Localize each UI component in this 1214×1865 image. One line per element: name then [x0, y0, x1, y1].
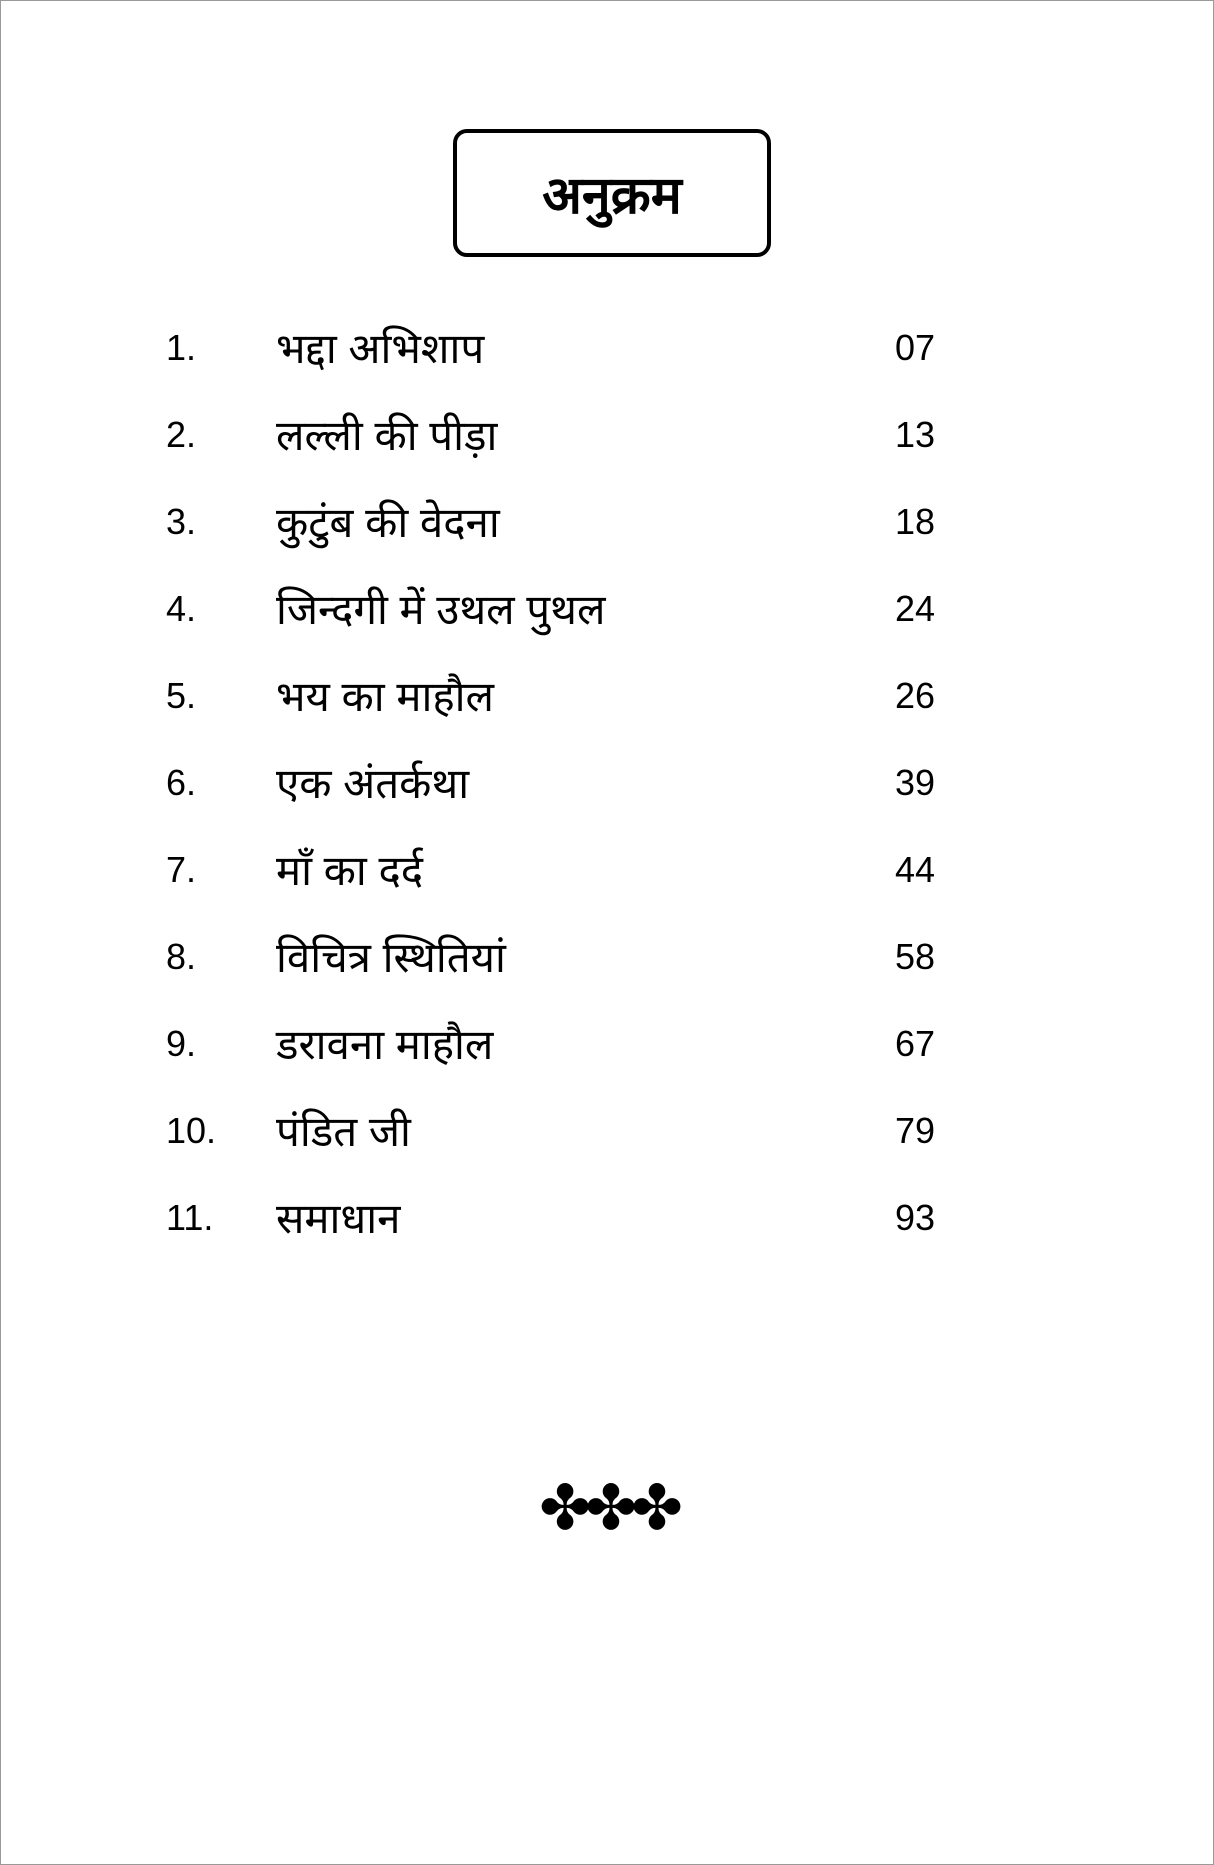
entry-number: 7.: [166, 849, 197, 890]
entry-title: डरावना माहौल: [276, 1021, 494, 1068]
entry-page-number: 67: [895, 1023, 936, 1064]
ornament-divider: ✤✤✤: [539, 1474, 677, 1543]
entry-title: जिन्दगी में उथल पुथल: [276, 586, 606, 633]
entry-title: पंडित जी: [276, 1108, 411, 1155]
title-box: [453, 129, 771, 257]
entry-title: लल्ली की पीड़ा: [276, 412, 498, 459]
entry-page-number: 13: [895, 414, 936, 455]
toc-entry: [1, 922, 1214, 982]
entry-title: विचित्र स्थितियां: [276, 934, 506, 981]
entry-page-number: 24: [895, 588, 936, 629]
entry-number: 10.: [166, 1110, 217, 1151]
entry-page-number: 26: [895, 675, 936, 716]
entry-title: कुटुंब की वेदना: [276, 499, 500, 546]
toc-entry: [1, 313, 1214, 373]
entry-title: एक अंतर्कथा: [276, 760, 470, 807]
entry-page-number: 93: [895, 1197, 936, 1238]
entry-page-number: 44: [895, 849, 936, 890]
toc-entry: [1, 835, 1214, 895]
toc-entry: [1, 400, 1214, 460]
entry-title: समाधान: [276, 1195, 401, 1242]
entry-title: भद्दा अभिशाप: [276, 325, 485, 372]
toc-entry: [1, 661, 1214, 721]
entry-number: 8.: [166, 936, 197, 977]
entry-number: 1.: [166, 327, 197, 368]
entry-page-number: 18: [895, 501, 936, 542]
toc-entry: [1, 1183, 1214, 1243]
entry-number: 3.: [166, 501, 197, 542]
toc-entry: [1, 748, 1214, 808]
entry-number: 5.: [166, 675, 197, 716]
toc-entry: [1, 1009, 1214, 1069]
entry-number: 9.: [166, 1023, 197, 1064]
entry-number: 4.: [166, 588, 197, 629]
entry-title: भय का माहौल: [276, 673, 495, 720]
page-title: अनुक्रम: [542, 166, 682, 225]
entry-number: 11.: [166, 1197, 214, 1238]
entry-number: 6.: [166, 762, 197, 803]
entry-page-number: 07: [895, 327, 936, 368]
entry-title: माँ का दर्द: [276, 847, 424, 894]
toc-entry: [1, 574, 1214, 634]
toc-entry: [1, 487, 1214, 547]
entry-page-number: 39: [895, 762, 936, 803]
toc-entry: [1, 1096, 1214, 1156]
entry-page-number: 79: [895, 1110, 936, 1151]
entry-number: 2.: [166, 414, 197, 455]
entry-page-number: 58: [895, 936, 936, 977]
